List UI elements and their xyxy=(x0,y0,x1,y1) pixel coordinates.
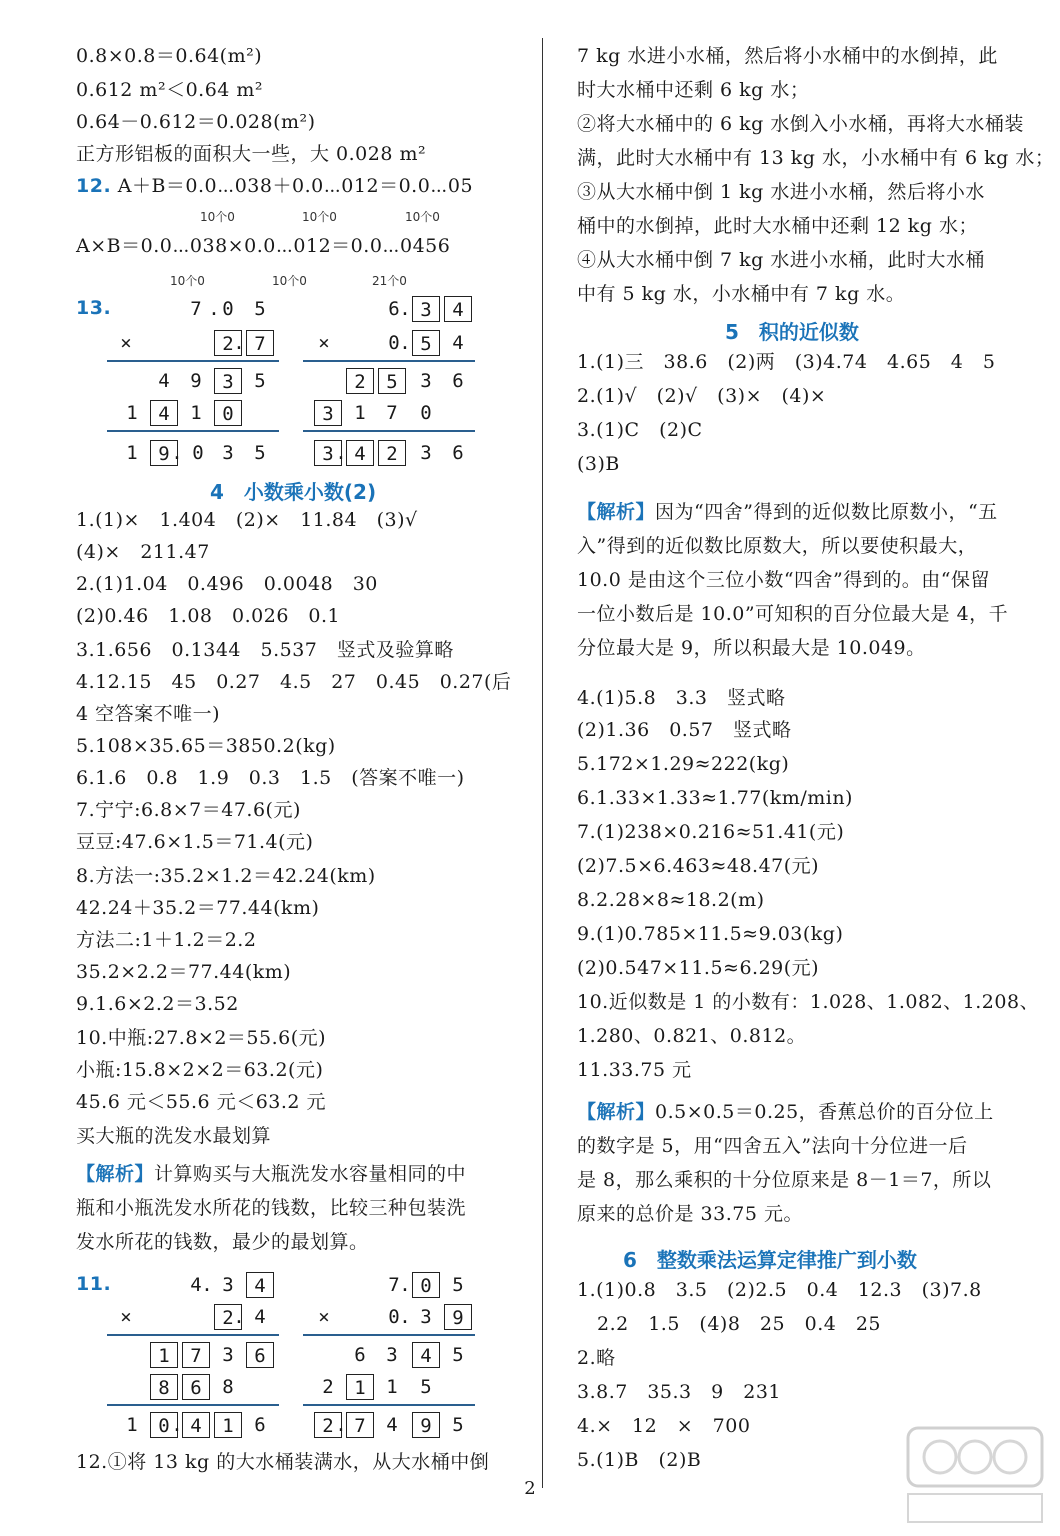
digit: . xyxy=(335,442,347,464)
digit: . xyxy=(399,1274,411,1296)
blank-box: 2 xyxy=(378,440,406,466)
answer-line: (2)0.547×11.5≈6.29(元) xyxy=(577,957,820,979)
digit: 5 xyxy=(254,298,266,320)
times-sign: × xyxy=(120,332,132,354)
blank-box: 2 xyxy=(214,1304,242,1330)
brace-label: 10个0 xyxy=(405,210,440,224)
text-line: 桶中的水倒掉，此时大水桶中还剩 12 kg 水； xyxy=(577,215,978,237)
digit: 1 xyxy=(126,1414,138,1436)
times-sign: × xyxy=(318,332,330,354)
blank-box: 9 xyxy=(412,1412,440,1438)
rule-line xyxy=(107,360,279,362)
digit: . xyxy=(171,1414,183,1436)
answer-line: 2.(1)√ (2)√ (3)× (4)× xyxy=(577,385,827,407)
question-number xyxy=(76,296,111,320)
digit: . xyxy=(171,442,183,464)
digit: 6 xyxy=(388,298,400,320)
digit: 6 xyxy=(452,370,464,392)
blank-box: 3 xyxy=(314,400,342,426)
digit: . xyxy=(335,1414,347,1436)
analysis-line xyxy=(577,1100,994,1124)
digit: 6 xyxy=(254,1414,266,1436)
analysis-text: 因为“四舍”得到的近似数比原数小，“五 xyxy=(655,501,998,523)
text-line: 7 kg 水进小水桶，然后将小水桶中的水倒掉，此 xyxy=(577,45,998,67)
column-divider xyxy=(542,38,543,1488)
digit: . xyxy=(233,332,245,354)
blank-box: 9 xyxy=(444,1304,472,1330)
watermark-logo xyxy=(900,1420,1050,1530)
analysis-line xyxy=(577,500,998,524)
digit: 9 xyxy=(190,370,202,392)
blank-box: 4 xyxy=(444,296,472,322)
analysis-text: 0.5×0.5＝0.25，香蕉总价的百分位上 xyxy=(655,1101,994,1123)
text-line: ②将大水桶中的 6 kg 水倒入小水桶，再将大水桶装 xyxy=(577,113,1024,135)
brace-label: 10个0 xyxy=(200,210,235,224)
digit: 4 xyxy=(158,370,170,392)
text-line: 中有 5 kg 水，小水桶中有 7 kg 水。 xyxy=(577,283,906,305)
analysis-tag: 【解析】 xyxy=(577,501,656,523)
digit: 1 xyxy=(386,1376,398,1398)
digit: 7 xyxy=(388,1274,400,1296)
analysis-line: 一位小数后是 10.0”可知积的百分位最大是 4，千 xyxy=(577,603,1009,625)
answer-line: 6.1.33×1.33≈1.77(km/min) xyxy=(577,787,853,809)
blank-box: 4 xyxy=(246,1272,274,1298)
text-line: ④从大水桶中倒 7 kg 水进小水桶，此时大水桶 xyxy=(577,249,985,271)
answer-line: (2)1.36 0.57 竖式略 xyxy=(577,719,792,741)
analysis-line xyxy=(76,1162,466,1186)
digit: 4 xyxy=(386,1414,398,1436)
digit: 8 xyxy=(222,1376,234,1398)
answer-line: 5.108×35.65＝3850.2(kg) xyxy=(76,735,336,757)
blank-box: 1 xyxy=(214,1412,242,1438)
answer-line: 2.(1)1.04 0.496 0.0048 30 xyxy=(76,573,378,595)
digit: . xyxy=(208,298,220,320)
blank-box: 9 xyxy=(150,440,178,466)
brace-label: 10个0 xyxy=(170,274,205,288)
answer-line: 5.172×1.29≈222(kg) xyxy=(577,753,790,775)
question-number-11: 11. xyxy=(76,1273,112,1295)
digit: 3 xyxy=(386,1344,398,1366)
digit: 0 xyxy=(388,332,400,354)
digit: 4 xyxy=(190,1274,202,1296)
answer-line: 1.(1)× 1.404 (2)× 11.84 (3)√ xyxy=(76,509,418,531)
blank-box: 3 xyxy=(314,440,342,466)
blank-box: 7 xyxy=(182,1342,210,1368)
blank-box: 7 xyxy=(246,330,274,356)
answer-line: 1.(1)三 38.6 (2)两 (3)4.74 4.65 4 5 xyxy=(577,351,996,373)
answer-line: 7.(1)238×0.216≈51.41(元) xyxy=(577,821,845,843)
answer-line: 42.24＋35.2＝77.44(km) xyxy=(76,897,320,919)
question-12-line-b: A×B＝0.0⋯038×0.0⋯012＝0.0⋯0456 xyxy=(76,235,451,257)
text-line: 0.64－0.612＝0.028(m²) xyxy=(76,111,316,133)
answer-line: (3)B xyxy=(577,453,620,475)
section-title-4: 4 小数乘小数(2) xyxy=(210,480,377,504)
digit: 0 xyxy=(222,298,234,320)
digit: 2 xyxy=(322,1376,334,1398)
answer-line: 8.2.28×8≈18.2(m) xyxy=(577,889,765,911)
digit: 0 xyxy=(388,1306,400,1328)
blank-box: 7 xyxy=(346,1412,374,1438)
answer-line: 8.方法一:35.2×1.2＝42.24(km) xyxy=(76,865,376,887)
brace-label: 21个0 xyxy=(372,274,407,288)
blank-box: 4 xyxy=(346,440,374,466)
analysis-text: 计算购买与大瓶洗发水容量相同的中 xyxy=(154,1163,467,1185)
blank-box: 3 xyxy=(412,296,440,322)
digit: 3 xyxy=(420,442,432,464)
analysis-line: 入”得到的近似数比原数大，所以要使积最大， xyxy=(577,535,978,557)
text-line: ③从大水桶中倒 1 kg 水进小水桶，然后将小水 xyxy=(577,181,985,203)
answer-line: 1.(1)0.8 3.5 (2)2.5 0.4 12.3 (3)7.8 xyxy=(577,1279,982,1301)
answer-line: (2)0.46 1.08 0.026 0.1 xyxy=(76,605,341,627)
digit: 5 xyxy=(452,1274,464,1296)
blank-box: 2 xyxy=(314,1412,342,1438)
rule-line xyxy=(107,1404,279,1406)
answer-line: (4)× 211.47 xyxy=(76,541,210,563)
answer-line: 小瓶:15.8×2×2＝63.2(元) xyxy=(76,1059,324,1081)
analysis-line: 10.0 是由这个三位小数“四舍”得到的。由“保留 xyxy=(577,569,990,591)
blank-box: 0 xyxy=(412,1272,440,1298)
brace-label: 10个0 xyxy=(272,274,307,288)
digit: 3 xyxy=(222,1274,234,1296)
answer-line: 12.①将 13 kg 的大水桶装满水，从大水桶中倒 xyxy=(76,1451,490,1473)
analysis-line: 分位最大是 9，所以积最大是 10.049。 xyxy=(577,637,926,659)
digit: 1 xyxy=(126,402,138,424)
digit: . xyxy=(399,332,411,354)
text-line: 满，此时大水桶中有 13 kg 水，小水桶中有 6 kg 水； xyxy=(577,147,1055,169)
answer-line: 11.33.75 元 xyxy=(577,1059,692,1081)
answer-line: 4.(1)5.8 3.3 竖式略 xyxy=(577,687,786,709)
blank-box: 1 xyxy=(346,1374,374,1400)
analysis-line: 原来的总价是 33.75 元。 xyxy=(577,1203,803,1225)
text-line: 0.8×0.8＝0.64(m²) xyxy=(76,45,263,67)
digit: 5 xyxy=(452,1414,464,1436)
analysis-tag: 【解析】 xyxy=(577,1101,656,1123)
blank-box: 4 xyxy=(412,1342,440,1368)
answer-line: 买大瓶的洗发水最划算 xyxy=(76,1125,272,1147)
answer-line: 1.280、0.821、0.812。 xyxy=(577,1025,807,1047)
answer-line: 3.1.656 0.1344 5.537 竖式及验算略 xyxy=(76,639,454,661)
times-sign: × xyxy=(318,1306,330,1328)
digit: 0 xyxy=(420,402,432,424)
expression: A＋B＝0.0⋯038＋0.0⋯012＝0.0⋯05 xyxy=(117,175,474,197)
digit: 4 xyxy=(452,332,464,354)
blank-box: 6 xyxy=(246,1342,274,1368)
answer-line: 豆豆:47.6×1.5＝71.4(元) xyxy=(76,831,314,853)
digit: 4 xyxy=(254,1306,266,1328)
question-number xyxy=(76,1272,111,1296)
digit: . xyxy=(233,1306,245,1328)
blank-box: 6 xyxy=(182,1374,210,1400)
page-number: 2 xyxy=(524,1478,536,1499)
blank-box: 3 xyxy=(214,368,242,394)
answer-line: 2.略 xyxy=(577,1347,616,1369)
answer-line: 10.中瓶:27.8×2＝55.6(元) xyxy=(76,1027,327,1049)
answer-line: 5.(1)B (2)B xyxy=(577,1449,702,1471)
analysis-line: 发水所花的钱数，最少的最划算。 xyxy=(76,1231,369,1253)
blank-box: 8 xyxy=(150,1374,178,1400)
digit: 3 xyxy=(222,442,234,464)
digit: . xyxy=(201,1274,213,1296)
answer-line: 45.6 元＜55.6 元＜63.2 元 xyxy=(76,1091,327,1113)
rule-line xyxy=(303,1334,475,1336)
digit: 5 xyxy=(254,442,266,464)
blank-box: 4 xyxy=(182,1412,210,1438)
blank-box: 2 xyxy=(346,368,374,394)
digit: . xyxy=(399,1306,411,1328)
blank-box: 5 xyxy=(412,330,440,356)
answer-line: 方法二:1＋1.2＝2.2 xyxy=(76,929,257,951)
rule-line xyxy=(303,430,475,432)
text-line: 时大水桶中还剩 6 kg 水； xyxy=(577,79,810,101)
answer-line: 7.宁宁:6.8×7＝47.6(元) xyxy=(76,799,301,821)
digit: 1 xyxy=(354,402,366,424)
answer-line: 35.2×2.2＝77.44(km) xyxy=(76,961,292,983)
digit: 3 xyxy=(222,1344,234,1366)
answer-line: 3.8.7 35.3 9 231 xyxy=(577,1381,782,1403)
digit: . xyxy=(399,298,411,320)
digit: 3 xyxy=(420,370,432,392)
answer-line: 6.1.6 0.8 1.9 0.3 1.5 (答案不唯一) xyxy=(76,767,465,789)
analysis-line: 的数字是 5，用“四舍五入”法向十分位进一后 xyxy=(577,1135,968,1157)
blank-box: 4 xyxy=(150,400,178,426)
digit: 7 xyxy=(386,402,398,424)
rule-line xyxy=(303,1404,475,1406)
digit: 1 xyxy=(190,402,202,424)
analysis-line: 瓶和小瓶洗发水所花的钱数，比较三种包装洗 xyxy=(76,1197,467,1219)
rule-line xyxy=(107,430,279,432)
digit: 1 xyxy=(126,442,138,464)
answer-line: 9.1.6×2.2＝3.52 xyxy=(76,993,239,1015)
blank-box: 0 xyxy=(214,400,242,426)
question-number: 12. xyxy=(76,175,112,197)
blank-box: 1 xyxy=(150,1342,178,1368)
question-12-line-a xyxy=(76,174,473,198)
text-line: 0.612 m²＜0.64 m² xyxy=(76,79,264,101)
times-sign: × xyxy=(120,1306,132,1328)
section-title-6: 6 整数乘法运算定律推广到小数 xyxy=(623,1248,917,1272)
analysis-line: 是 8，那么乘积的十分位原来是 8－1＝7，所以 xyxy=(577,1169,992,1191)
blank-box: 5 xyxy=(378,368,406,394)
digit: 3 xyxy=(420,1306,432,1328)
analysis-tag: 【解析】 xyxy=(76,1163,155,1185)
digit: 5 xyxy=(254,370,266,392)
digit: 6 xyxy=(354,1344,366,1366)
rule-line xyxy=(303,360,475,362)
blank-box: 2 xyxy=(214,330,242,356)
rule-line xyxy=(107,1334,279,1336)
digit: 7 xyxy=(190,298,202,320)
answer-line: (2)7.5×6.463≈48.47(元) xyxy=(577,855,820,877)
answer-line: 4.12.15 45 0.27 4.5 27 0.45 0.27(后 xyxy=(76,671,512,693)
section-title-5: 5 积的近似数 xyxy=(725,320,859,344)
answer-line: 3.(1)C (2)C xyxy=(577,419,703,441)
question-number-13: 13. xyxy=(76,297,112,319)
digit: 5 xyxy=(452,1344,464,1366)
text-line: 正方形铝板的面积大一些，大 0.028 m² xyxy=(76,143,427,165)
blank-box: 0 xyxy=(150,1412,178,1438)
answer-line: 4.× 12 × 700 xyxy=(577,1415,751,1437)
answer-line: 2.2 1.5 (4)8 25 0.4 25 xyxy=(597,1313,882,1335)
answer-line: 10.近似数是 1 的小数有：1.028、1.082、1.208、 xyxy=(577,991,1040,1013)
answer-line: 4 空答案不唯一) xyxy=(76,703,221,725)
digit: 5 xyxy=(420,1376,432,1398)
digit: 6 xyxy=(452,442,464,464)
brace-label: 10个0 xyxy=(302,210,337,224)
answer-line: 9.(1)0.785×11.5≈9.03(kg) xyxy=(577,923,844,945)
digit: 0 xyxy=(192,442,204,464)
